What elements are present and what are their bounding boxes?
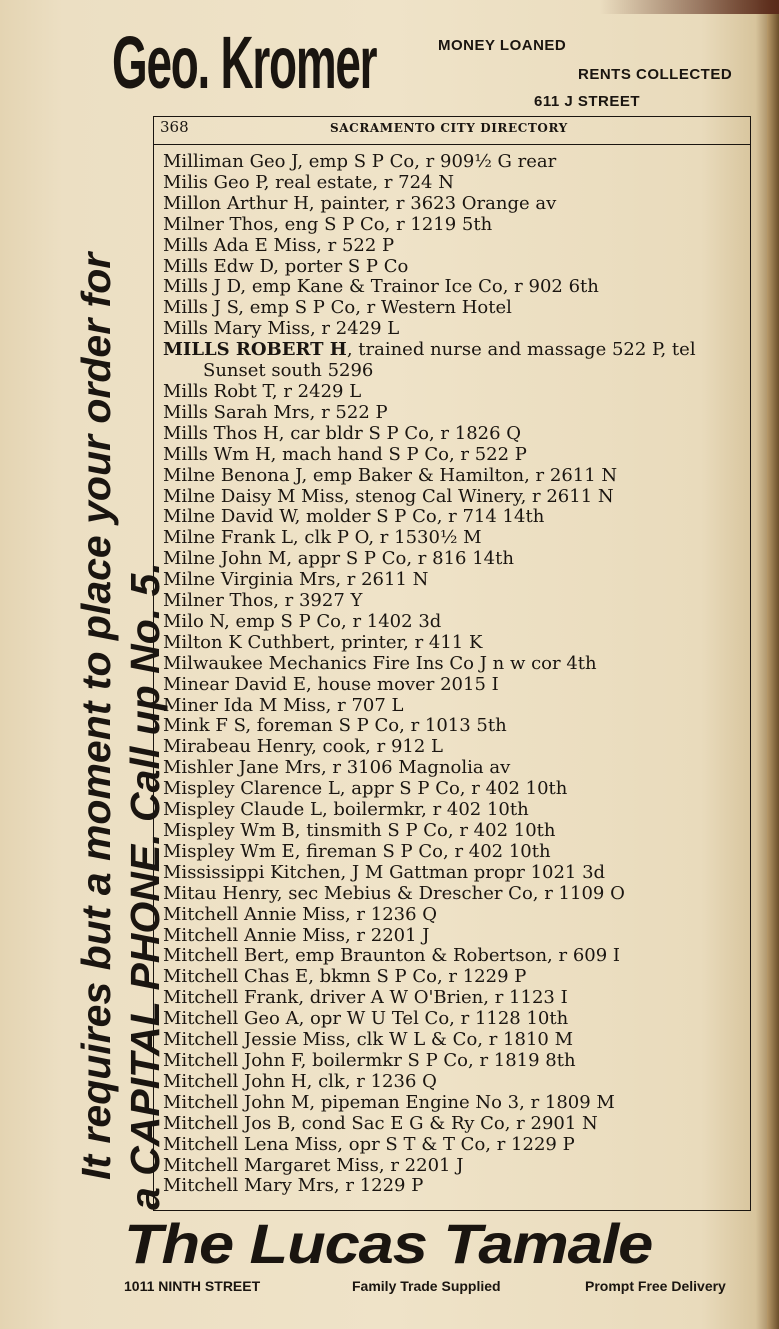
directory-entry [163, 424, 753, 445]
entry-details: , house mover 2015 I [305, 673, 499, 695]
entry-name: Mills Thos H [163, 422, 279, 444]
entry-name: Milne David W [163, 506, 295, 528]
entry-details: , cond Sac E G & Ry Co, r 2901 N [290, 1112, 598, 1134]
directory-entry [163, 173, 753, 194]
entry-details: , printer, r 411 K [329, 631, 483, 653]
entry-details: , emp S P Co, r Western Hotel [238, 297, 512, 319]
directory-entry [163, 612, 753, 633]
entry-details: , eng S P Co, r 1219 5th [273, 213, 493, 235]
entry-name: MILLS ROBERT H [163, 339, 347, 361]
entry-name: Mitchell Frank [163, 987, 299, 1009]
directory-entry [163, 194, 753, 215]
directory-entry [163, 737, 753, 758]
entry-details: , emp Braunton & Robertson, r 609 I [283, 945, 621, 967]
directory-entry [163, 257, 753, 278]
entry-details: , clk W L & Co, r 1810 M [345, 1029, 574, 1051]
entry-details: , r 2429 L [271, 380, 362, 402]
entry-name: Mitchell John F [163, 1049, 301, 1071]
entry-details: , cook, r 912 L [311, 736, 443, 758]
directory-entry [163, 633, 753, 654]
entry-details: , fireman S P Co, r 402 10th [294, 840, 551, 862]
entry-name: Mills Robt T [163, 380, 272, 402]
entry-name: Miner Ida M Miss [163, 694, 326, 716]
entry-details: , porter S P Co [273, 255, 409, 277]
entry-name: Mills Sarah Mrs [163, 401, 310, 423]
page-corner-shadow [600, 0, 779, 14]
bottom-advert-tagline-1: Family Trade Supplied [352, 1278, 501, 1294]
directory-entry [163, 716, 753, 737]
entry-details: , real estate, r 724 N [263, 171, 454, 193]
running-title: SACRAMENTO CITY DIRECTORY [330, 121, 568, 135]
entry-details: , pipeman Engine No 3, r 1809 M [309, 1091, 615, 1113]
directory-entry [163, 800, 753, 821]
entry-name: Mills Edw D [163, 255, 274, 277]
top-advert-name: Geo. Kromer [112, 21, 377, 104]
directory-entry [163, 1156, 753, 1177]
entry-name: Mitchell Lena Miss [163, 1133, 338, 1155]
entry-name: Mitchell John H [163, 1070, 307, 1092]
bottom-advert-name: The Lucas Tamale [124, 1212, 653, 1275]
entry-name: Mitchell Jos B [163, 1112, 291, 1134]
directory-entry [163, 926, 753, 947]
directory-entry [163, 779, 753, 800]
entry-name: Mitchell Chas E [163, 966, 309, 988]
directory-entry [163, 1009, 753, 1030]
directory-entry [163, 1176, 753, 1197]
entry-name: Milner Thos [163, 590, 274, 612]
directory-entry [163, 298, 753, 319]
entry-details: , stenog Cal Winery, r 2611 N [343, 485, 614, 507]
frame-top-rule [153, 116, 750, 117]
directory-entry [163, 905, 753, 926]
entry-details: , J M Gattman propr 1021 3d [340, 861, 606, 883]
entry-details: , r 1229 P [333, 1175, 424, 1197]
entry-details: , r 2201 J [378, 1154, 464, 1176]
entry-name: Milne Frank L [163, 527, 293, 549]
entry-details: , r 3106 Magnolia av [320, 757, 511, 779]
directory-entry [163, 884, 753, 905]
directory-entry [163, 507, 753, 528]
entry-details: , r 707 L [325, 694, 404, 716]
directory-entry [163, 487, 753, 508]
entry-name: Mishler Jane Mrs [163, 757, 321, 779]
entry-details: , appr S P Co, r 816 14th [286, 548, 514, 570]
entry-name: Milo N [163, 610, 225, 632]
entry-name: Milne Virginia Mrs [163, 569, 336, 591]
directory-entry [163, 967, 753, 988]
entry-name: Mills J S [163, 297, 239, 319]
entry-details: , emp Kane & Trainor Ice Co, r 902 6th [240, 276, 599, 298]
header-rule [153, 144, 750, 145]
entry-name: Mitchell John M [163, 1091, 310, 1113]
frame-bottom-rule [153, 1210, 751, 1211]
directory-entry [163, 675, 753, 696]
directory-entry [163, 382, 753, 403]
directory-entry [163, 1051, 753, 1072]
bottom-advert-address: 1011 NINTH STREET [124, 1278, 261, 1294]
entry-name: Minear David E [163, 673, 306, 695]
directory-entry [163, 445, 753, 466]
entry-details: , r 2611 N [335, 569, 429, 591]
directory-entry [163, 654, 753, 675]
bottom-advert-tagline-2: Prompt Free Delivery [585, 1278, 726, 1294]
entry-details: , r 2429 L [309, 318, 400, 340]
directory-entry [163, 591, 753, 612]
entry-details: , bkmn S P Co, r 1229 P [308, 966, 527, 988]
directory-entry [163, 1135, 753, 1156]
entry-details: , boilermkr, r 402 10th [321, 799, 529, 821]
directory-entry [163, 236, 753, 257]
directory-entry [163, 340, 753, 361]
entry-details: , r 2201 J [344, 924, 430, 946]
directory-entry [163, 946, 753, 967]
entry-details: , car bldr S P Co, r 1826 Q [278, 422, 522, 444]
entry-details: , sec Mebius & Drescher Co, r 1109 O [276, 882, 625, 904]
directory-entry [163, 152, 753, 173]
entry-details: , r 1236 Q [344, 903, 438, 925]
side-advert-line-2: a CAPITAL PHONE. Call up No. 5. [122, 562, 168, 1210]
entry-name: Mississippi Kitchen [163, 861, 341, 883]
entry-details: , driver A W O'Brien, r 1123 I [298, 987, 568, 1009]
directory-entry [163, 319, 753, 340]
entry-details: , r 522 P [309, 401, 388, 423]
entry-name: Milne Benona J [163, 464, 302, 486]
entry-name: Mitchell Jessie Miss [163, 1029, 346, 1051]
entry-name: Mitau Henry [163, 882, 277, 904]
directory-entry [163, 403, 753, 424]
entry-name: Milton K Cuthbert [163, 631, 330, 653]
entry-details: , emp S P Co, r 909½ G rear [297, 151, 557, 172]
entry-details: , tinsmith S P Co, r 402 10th [294, 820, 556, 841]
directory-entry [163, 549, 753, 570]
entry-details: , opr W U Tel Co, r 1128 10th [298, 1008, 569, 1030]
directory-entry [163, 1093, 753, 1114]
entry-name: Milner Thos [163, 213, 274, 235]
page-edge [767, 0, 779, 1329]
entry-name: Milwaukee Mechanics Fire Ins Co [163, 652, 474, 674]
entry-name: Mink F S [163, 715, 246, 737]
entry-name: Mills J D [163, 276, 241, 298]
directory-entry [163, 988, 753, 1009]
entry-name: Mispley Clarence L [163, 778, 340, 800]
entry-name: Mitchell Mary Mrs [163, 1175, 334, 1197]
entry-name: Mitchell Annie Miss [163, 924, 345, 946]
directory-entry [163, 215, 753, 236]
entry-details: , trained nurse and massage 522 P, tel [346, 339, 696, 361]
directory-entry [163, 696, 753, 717]
entry-details: , foreman S P Co, r 1013 5th [245, 715, 507, 737]
entry-details: , painter, r 3623 Orange av [308, 192, 557, 214]
entry-name: Mispley Wm B [163, 820, 295, 841]
entry-details: , opr S T & T Co, r 1229 P [337, 1133, 575, 1155]
entry-name: Mitchell Annie Miss [163, 903, 345, 925]
directory-entries [163, 152, 753, 1197]
entry-details: , clk, r 1236 Q [306, 1070, 437, 1092]
directory-entry [163, 1072, 753, 1093]
directory-entry [163, 842, 753, 863]
entry-name: Mitchell Geo A [163, 1008, 299, 1030]
entry-details: , mach hand S P Co, r 522 P [270, 443, 527, 465]
directory-entry [163, 1114, 753, 1135]
entry-details: , r 3927 Y [273, 590, 363, 612]
directory-entry [163, 528, 753, 549]
directory-entry [163, 466, 753, 487]
directory-entry [163, 570, 753, 591]
entry-name: Mills Ada E Miss [163, 234, 317, 256]
top-advert-line-2: RENTS COLLECTED [578, 66, 733, 83]
entry-details: Sunset south 5296 [203, 360, 374, 382]
directory-entry [163, 863, 753, 884]
top-advert-line-1: MONEY LOANED [438, 37, 567, 54]
entry-name: Milis Geo P [163, 171, 264, 193]
top-advert-line-3: 611 J STREET [534, 93, 641, 110]
entry-details: , clk P O, r 1530½ M [292, 527, 482, 549]
entry-name: Mills Wm H [163, 443, 271, 465]
page-number: 368 [160, 118, 189, 136]
entry-name: Milne John M [163, 548, 287, 570]
entry-name: Mills Mary Miss [163, 318, 310, 340]
directory-entry [163, 277, 753, 298]
entry-name: Mitchell Margaret Miss [163, 1154, 379, 1176]
side-advert-line-1: It requires but a moment to place your order for [73, 252, 119, 1180]
entry-details: , boilermkr S P Co, r 1819 8th [300, 1049, 576, 1071]
entry-name: Mirabeau Henry [163, 736, 312, 758]
entry-details: , emp S P Co, r 1402 3d [224, 610, 442, 632]
entry-name: Mispley Claude L [163, 799, 322, 821]
entry-details: , appr S P Co, r 402 10th [339, 778, 568, 800]
directory-entry [163, 821, 753, 842]
directory-entry [163, 1030, 753, 1051]
entry-continuation [163, 361, 753, 382]
entry-name: Milliman Geo J [163, 151, 298, 172]
directory-entry [163, 758, 753, 779]
entry-name: Mitchell Bert [163, 945, 284, 967]
entry-details: , molder S P Co, r 714 14th [294, 506, 545, 528]
entry-details: , r 522 P [316, 234, 395, 256]
entry-details: , emp Baker & Hamilton, r 2611 N [301, 464, 618, 486]
entry-details: J n w cor 4th [473, 652, 597, 674]
entry-name: Milne Daisy M Miss [163, 485, 344, 507]
entry-name: Mispley Wm E [163, 840, 295, 862]
entry-name: Millon Arthur H [163, 192, 309, 214]
